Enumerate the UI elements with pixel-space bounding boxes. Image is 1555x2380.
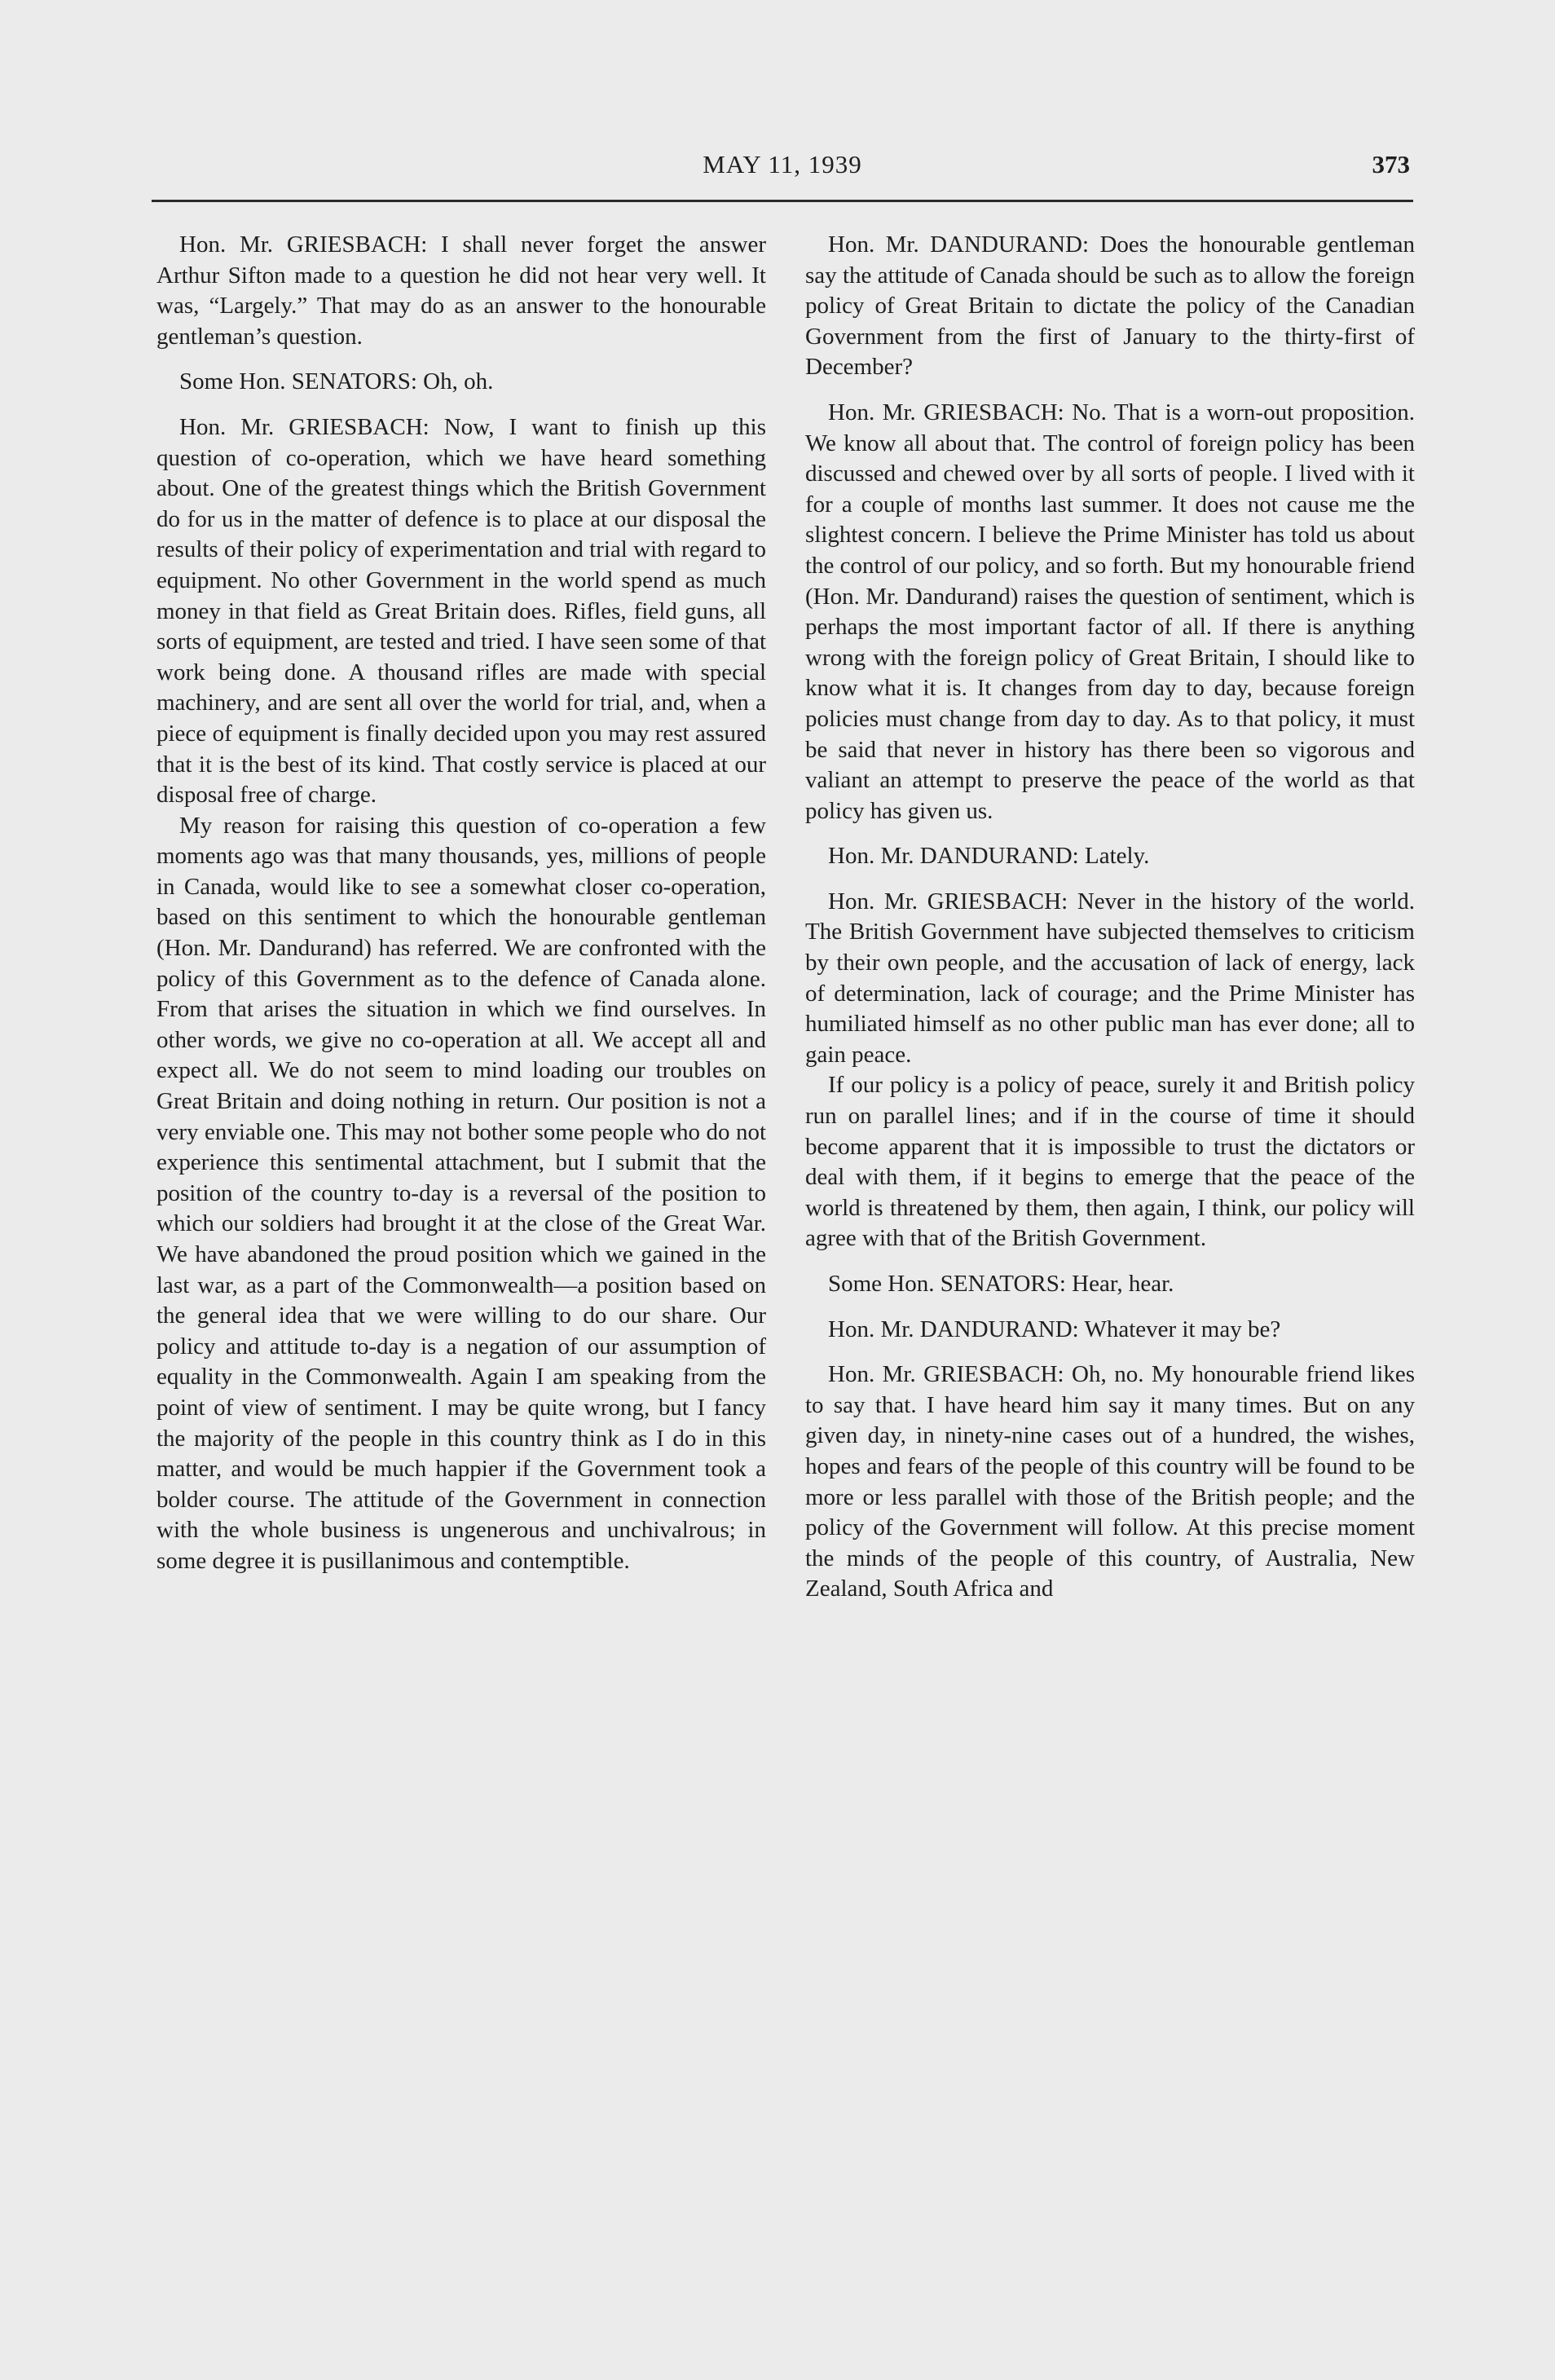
paragraph: Some Hon. SENATORS: Oh, oh. xyxy=(179,368,494,395)
paragraph: My reason for raising this question of co-operation a few moments ago was that many thousands, yes, millions of people in Canada, would like to see a somewhat closer co-operation, based on this sentiment to which the honourable gentleman (Hon. Mr. Dandurand) has referred. We are confronted with the policy of this Government as to the defence of Canada alone. From that arises the situation in which we find ourselves. In other words, we give no co-operation at all. We accept all and expect all. We do not seem to mind loading our troubles on Great Britain and doing nothing in return. Our position is not a very enviable one. This may not bother some people who do not experience this sentimental attachment, but I submit that the position of the country to-day is a reversal of the position to which our soldiers had brought it at the close of the Great War. We have abandoned the proud position which we gained in the last war, as a part of the Commonwealth—a position based on the general idea that we were willing to do our share. Our policy and attitude to-day is a negation of our assumption of equality in the Commonwealth. Again I am speaking from the point of view of sentiment. I may be quite wrong, but I fancy the majority of the people in this country think as I do in this matter, and would be much happier if the Government took a bolder course. The attitude of the Government in connection with the whole business is ungenerous and unchivalrous; in some degree it is pusillanimous and contemptible. xyxy=(156,812,766,1574)
paragraph: Hon. Mr. GRIESBACH: Now, I want to finish up this question of co-operation, which we have heard something about. One of the greatest things which the British Government do for us in the matter of defence is to place at our disposal the results of their policy of experimentation and trial with regard to equipment. No other Government in the world spend as much money in that field as Great Britain does. Rifles, field guns, all sorts of equipment, are tested and tried. I have seen some of that work being done. A thousand rifles are made with special machinery, and are sent all over the world for trial, and, when a piece of equipment is finally decided upon you may rest assured that it is the best of its kind. That costly service is placed at our disposal free of charge. xyxy=(156,413,766,809)
paragraph: Hon. Mr. DANDURAND: Whatever it may be? xyxy=(828,1316,1281,1342)
running-head xyxy=(155,145,1410,186)
header-rule xyxy=(152,200,1413,202)
right-column xyxy=(805,230,1415,1605)
paragraph: Hon. Mr. GRIESBACH: I shall never forget the answer Arthur Sifton made to a question he did not hear very well. It was, “Largely.” That may do as an answer to the honourable gentleman’s question. xyxy=(156,231,766,350)
paragraph: Hon. Mr. GRIESBACH: Never in the history of the world. The British Government have subjected themselves to criticism by their own people, and the accusation of lack of energy, lack of determination, lack of courage; and the Prime Minister has humiliated himself as no other public man has ever done; all to gain peace. xyxy=(805,888,1415,1068)
page-number: 373 xyxy=(1372,150,1410,178)
paragraph: Hon. Mr. DANDURAND: Does the honourable gentleman say the attitude of Canada should be such as to allow the foreign policy of Great Britain to dictate the policy of the Canadian Government from the first of January to the thirty-first of December? xyxy=(805,231,1415,381)
paragraph: Hon. Mr. GRIESBACH: Oh, no. My honourable friend likes to say that. I have heard him say it many times. But on any given day, in ninety-nine cases out of a hundred, the wishes, hopes and fears of the people of this country will be found to be more or less parallel with those of the British people; and the policy of the Government will follow. At this precise moment the minds of the people of this country, of Australia, New Zealand, South Africa and xyxy=(805,1361,1415,1602)
paragraph: If our policy is a policy of peace, surely it and British policy run on parallel lines; and if in the course of time it should become apparent that it is impossible to trust the dictators or deal with them, if it begins to emerge that the peace of the world is threatened by them, then again, I think, our policy will agree with that of the British Government. xyxy=(805,1072,1415,1252)
page-date: MAY 11, 1939 xyxy=(703,150,862,178)
left-column xyxy=(156,230,766,1592)
paragraph: Some Hon. SENATORS: Hear, hear. xyxy=(828,1271,1174,1297)
paragraph: Hon. Mr. DANDURAND: Lately. xyxy=(828,843,1150,870)
paragraph: Hon. Mr. GRIESBACH: No. That is a worn-out proposition. We know all about that. The control of foreign policy has been discussed and chewed over by all sorts of people. I lived with it for a couple of months last summer. It does not cause me the slightest concern. I believe the Prime Minister has told us about the control of our policy, and so forth. But my honourable friend (Hon. Mr. Dandurand) raises the question of sentiment, which is perhaps the most important factor of all. If there is anything wrong with the foreign policy of Great Britain, I should like to know what it is. It changes from day to day, because foreign policies must change from day to day. As to that policy, it must be said that never in history has there been so vigorous and valiant an attempt to preserve the peace of the world as that policy has given us. xyxy=(805,399,1415,824)
